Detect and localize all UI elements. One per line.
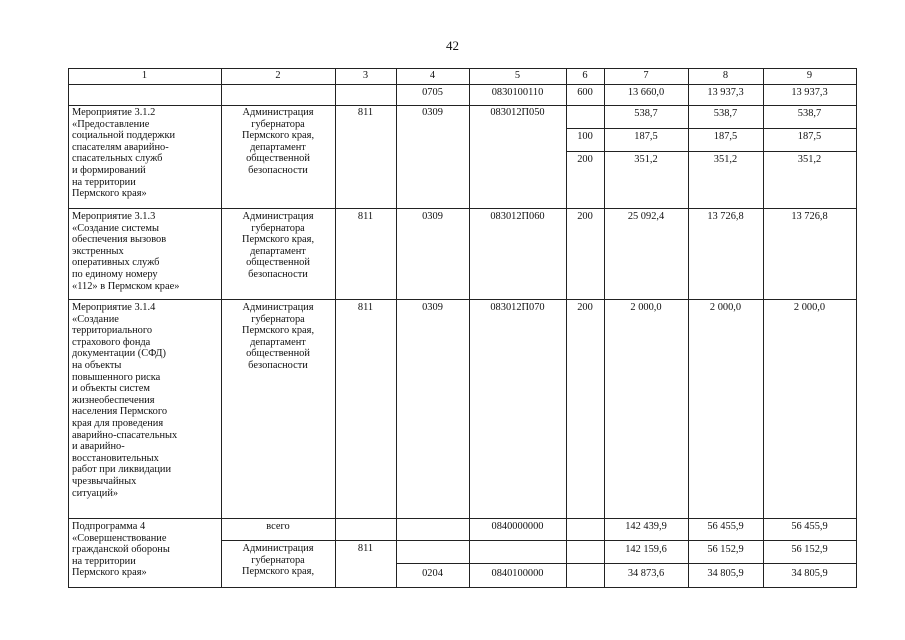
- amount-cell: 25 092,4: [627, 211, 665, 222]
- table-rule: [68, 299, 856, 300]
- amount-cell: 142 439,9: [625, 521, 667, 532]
- table-rule: [566, 68, 567, 588]
- table-rule: [688, 68, 689, 588]
- column-header: 2: [275, 70, 281, 81]
- table-rule: [221, 540, 856, 541]
- table-rule: [566, 128, 856, 129]
- table-rule: [856, 68, 857, 588]
- table-rule: [335, 68, 336, 588]
- amount-cell: 13 937,3: [707, 87, 744, 98]
- executor: Администрация губернатора Пермского края,: [241, 543, 315, 578]
- executor: Администрация губернатора Пермского края, департамент общественной безопасности: [241, 302, 315, 371]
- executor: Администрация губернатора Пермского края, департамент общественной безопасности: [241, 211, 315, 280]
- budget-table: [68, 68, 856, 588]
- amount-cell: 351,2: [797, 154, 822, 165]
- admin-code: 811: [357, 211, 374, 222]
- measure-name: Мероприятие 3.1.3 «Создание системы обеспечения вызовов экстренных оперативных служб по единому номеру «112» в Пермском крае»: [72, 211, 180, 292]
- column-header: 4: [429, 70, 436, 81]
- amount-cell: 538,7: [713, 108, 738, 119]
- column-header: 5: [514, 70, 521, 81]
- amount-cell: 538,7: [797, 108, 822, 119]
- column-header: 7: [643, 70, 649, 81]
- measure-name: Мероприятие 3.1.4 «Создание территориального страхового фонда документации (СФД) на объекты повышенного риска и объекты систем жизнеобеспечения населения Пермского края для проведения аварийно-спасательных и аварийно- восстановительных работ при ликвидации чрезвычайных ситуаций»: [72, 302, 178, 499]
- subprogram-name: Подпрограмма 4 «Совершенствование гражданской обороны на территории Пермского края»: [72, 521, 170, 579]
- amount-cell: 13 937,3: [791, 87, 828, 98]
- measure-name: Мероприятие 3.1.2 «Предоставление социальной поддержки спасателям аварийно- спасательных служб и формирований на территории Пермского края»: [72, 107, 176, 200]
- amount-cell: 34 873,6: [627, 568, 665, 579]
- amount-cell: 13 726,8: [707, 211, 744, 222]
- target-article-code: 083012П060: [490, 211, 545, 222]
- section-code: 0309: [422, 107, 443, 118]
- table-rule: [68, 105, 856, 106]
- amount-cell: 56 152,9: [707, 544, 744, 555]
- table-rule: [566, 151, 856, 152]
- table-rule: [469, 68, 470, 588]
- amount-cell: 142 159,6: [625, 544, 667, 555]
- page-number: 42: [446, 38, 459, 53]
- executor: всего: [266, 521, 290, 532]
- expense-type-code: 600: [577, 87, 593, 98]
- amount-cell: 56 455,9: [791, 521, 828, 532]
- amount-cell: 187,5: [634, 131, 658, 142]
- admin-code: 811: [357, 543, 374, 554]
- expense-type-code: 200: [577, 154, 593, 165]
- target-article-code: 0830100110: [491, 87, 544, 98]
- target-article-code: 083012П070: [490, 302, 545, 313]
- target-article-code: 083012П050: [490, 107, 545, 118]
- amount-cell: 13 726,8: [791, 211, 828, 222]
- column-header: 3: [362, 70, 369, 81]
- column-header: 8: [722, 70, 729, 81]
- amount-cell: 351,2: [634, 154, 658, 165]
- admin-code: 811: [357, 302, 374, 313]
- expense-type-code: 100: [577, 131, 593, 142]
- section-code: 0705: [422, 87, 443, 98]
- section-code: 0204: [422, 568, 443, 579]
- expense-type-code: 200: [577, 211, 593, 222]
- section-code: 0309: [422, 211, 443, 222]
- target-article-code: 0840100000: [491, 568, 544, 579]
- table-rule: [763, 68, 764, 588]
- table-rule: [68, 208, 856, 209]
- amount-cell: 187,5: [713, 131, 738, 142]
- amount-cell: 56 455,9: [707, 521, 744, 532]
- amount-cell: 34 805,9: [707, 568, 744, 579]
- amount-cell: 2 000,0: [630, 302, 662, 313]
- amount-cell: 187,5: [797, 131, 822, 142]
- expense-type-code: 200: [577, 302, 593, 313]
- column-header: 9: [806, 70, 813, 81]
- table-rule: [68, 518, 856, 519]
- amount-cell: 2 000,0: [793, 302, 826, 313]
- admin-code: 811: [357, 107, 374, 118]
- amount-cell: 538,7: [634, 108, 658, 119]
- amount-cell: 351,2: [713, 154, 738, 165]
- table-rule: [68, 84, 856, 85]
- section-code: 0309: [422, 302, 443, 313]
- target-article-code: 0840000000: [491, 521, 544, 532]
- table-rule: [68, 68, 69, 588]
- column-header: 6: [582, 70, 588, 81]
- amount-cell: 56 152,9: [791, 544, 828, 555]
- table-rule: [68, 68, 856, 69]
- table-rule: [604, 68, 605, 588]
- amount-cell: 34 805,9: [791, 568, 828, 579]
- executor: Администрация губернатора Пермского края, департамент общественной безопасности: [241, 107, 315, 176]
- amount-cell: 13 660,0: [627, 87, 665, 98]
- table-rule: [396, 68, 397, 588]
- table-rule: [396, 563, 856, 564]
- amount-cell: 2 000,0: [709, 302, 742, 313]
- column-header: 1: [141, 70, 148, 81]
- table-rule: [68, 587, 856, 588]
